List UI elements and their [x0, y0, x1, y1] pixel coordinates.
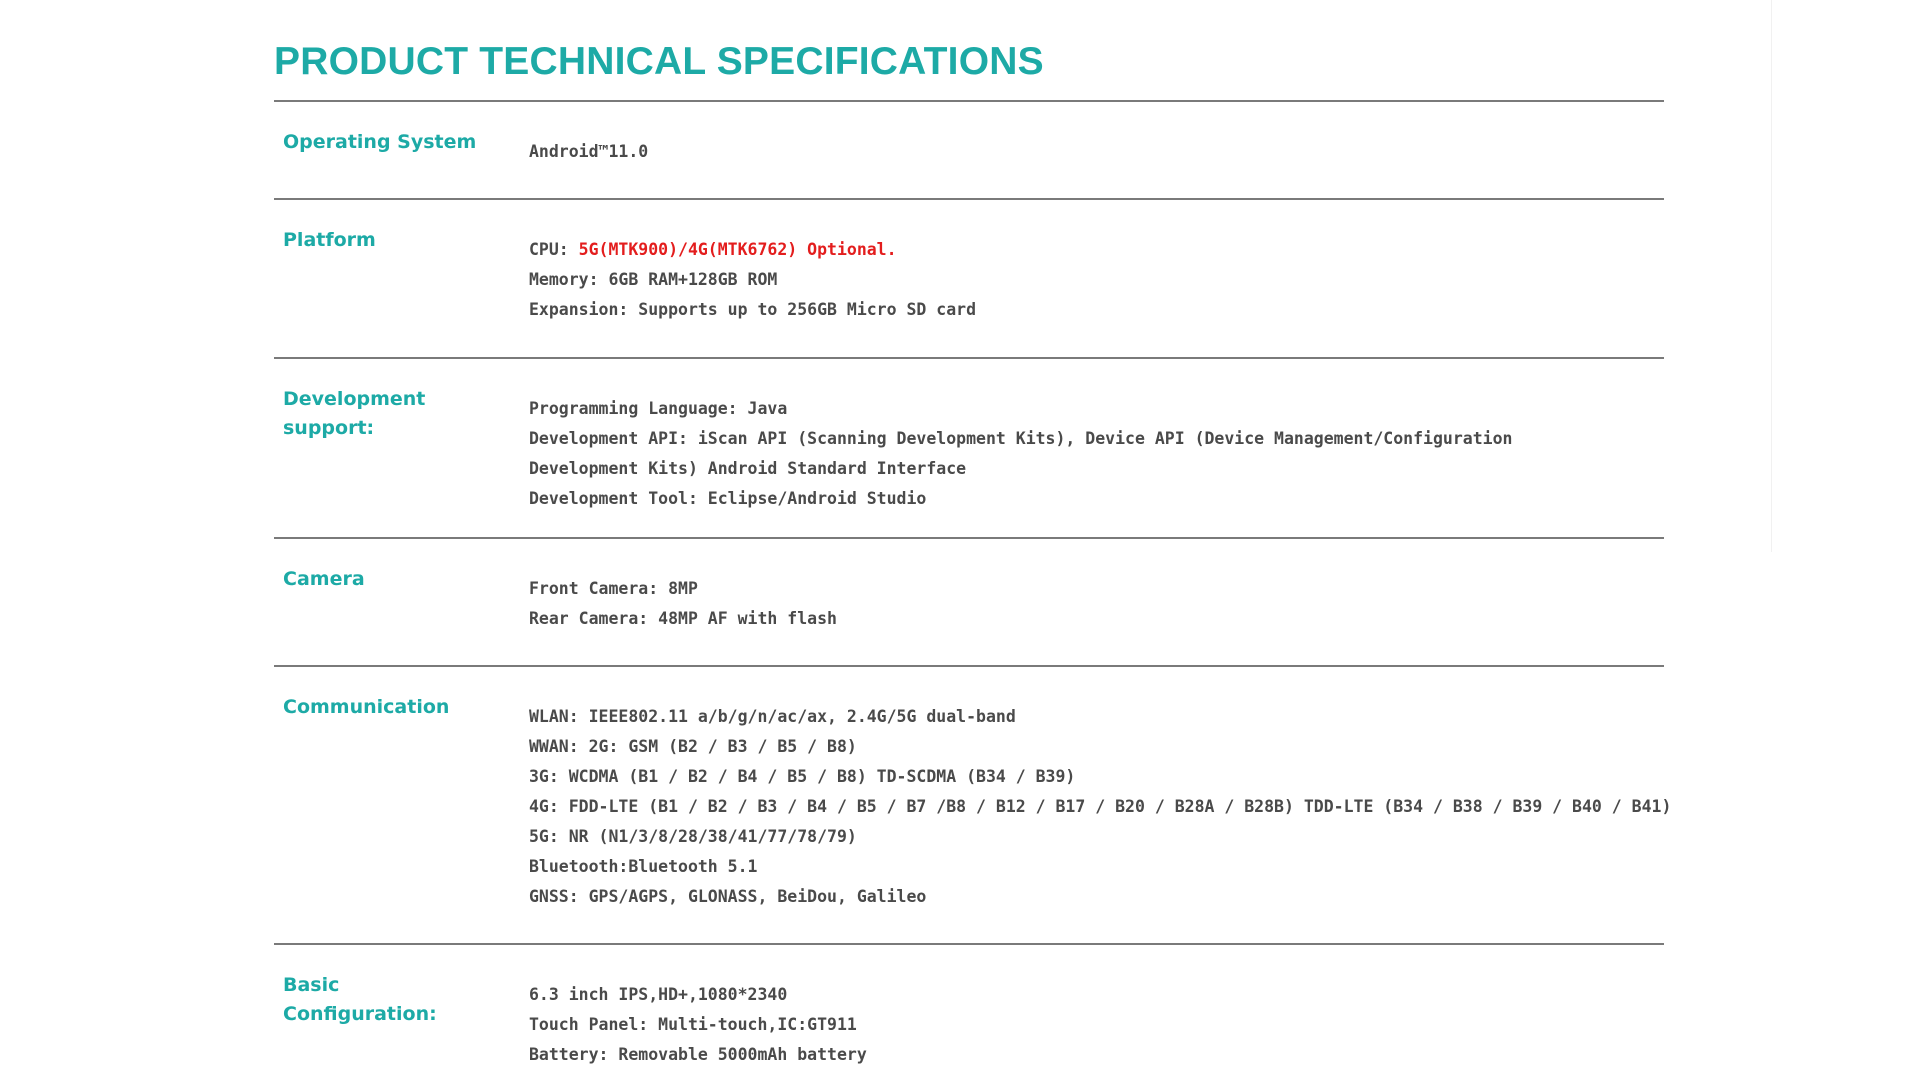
spec-row-development-support	[274, 357, 1664, 537]
spec-values	[529, 200, 1664, 357]
spec-row-operating-system	[274, 100, 1664, 198]
spec-values	[529, 102, 1664, 198]
spec-container	[274, 38, 1672, 1073]
spec-line: Development Tool: Eclipse/Android Studio	[529, 489, 927, 508]
spec-values	[529, 539, 1664, 665]
spec-row-camera	[274, 537, 1664, 665]
spec-line: Android™11.0	[529, 142, 649, 161]
page-title: PRODUCT TECHNICAL SPECIFICATIONS	[274, 40, 1044, 83]
spec-line: Programming Language: Java	[529, 399, 788, 418]
spec-values	[529, 945, 1664, 1073]
spec-line: GNSS: GPS/AGPS, GLONASS, BeiDou, Galileo	[529, 887, 927, 906]
spec-line: Development Kits) Android Standard Interface	[529, 459, 967, 478]
spec-label: Platform	[283, 229, 376, 251]
spec-row-communication	[274, 665, 1672, 943]
spec-line: Touch Panel: Multi-touch,IC:GT911	[529, 1015, 857, 1034]
spec-line: Expansion: Supports up to 256GB Micro SD card	[529, 300, 977, 319]
spec-line: 3G: WCDMA (B1 / B2 / B4 / B5 / B8) TD-SCDMA (B34 / B39)	[529, 767, 1076, 786]
spec-label: Communication	[283, 696, 450, 718]
spec-values	[529, 667, 1671, 943]
spec-line: Front Camera: 8MP	[529, 579, 698, 598]
spec-line: Battery: Removable 5000mAh battery	[529, 1045, 867, 1064]
spec-line: 5G: NR (N1/3/8/28/38/41/77/78/79)	[529, 827, 857, 846]
spec-line: Memory: 6GB RAM+128GB ROM	[529, 270, 778, 289]
spec-row-basic-configuration	[274, 943, 1664, 1073]
spec-line: Bluetooth:Bluetooth 5.1	[529, 857, 758, 876]
spec-label: Camera	[283, 568, 365, 590]
spec-row-platform	[274, 198, 1664, 357]
spec-line: 6.3 inch IPS,HD+,1080*2340	[529, 985, 788, 1004]
spec-values	[529, 359, 1664, 537]
spec-label: Basic Configuration:	[283, 974, 437, 1025]
spec-line-cpu	[529, 235, 1664, 265]
spec-label: Development support:	[283, 388, 426, 439]
cpu-prefix: CPU:	[529, 240, 579, 259]
spec-label: Operating System	[283, 131, 477, 153]
spec-line: WLAN: IEEE802.11 a/b/g/n/ac/ax, 2.4G/5G dual-band	[529, 707, 1016, 726]
page-edge-divider	[1771, 0, 1772, 552]
spec-line: 4G: FDD-LTE (B1 / B2 / B3 / B4 / B5 / B7 /B8 / B12 / B17 / B20 / B28A / B28B) TDD-LTE (B34 / B38 / B39 / B40 / B41)	[529, 797, 1672, 816]
spec-line: Development API: iScan API (Scanning Development Kits), Device API (Device Management/Configuration	[529, 429, 1513, 448]
spec-line: WWAN: 2G: GSM (B2 / B3 / B5 / B8)	[529, 737, 857, 756]
cpu-value-highlight: 5G(MTK900)/4G(MTK6762) Optional.	[578, 240, 897, 259]
spec-line: Rear Camera: 48MP AF with flash	[529, 609, 837, 628]
